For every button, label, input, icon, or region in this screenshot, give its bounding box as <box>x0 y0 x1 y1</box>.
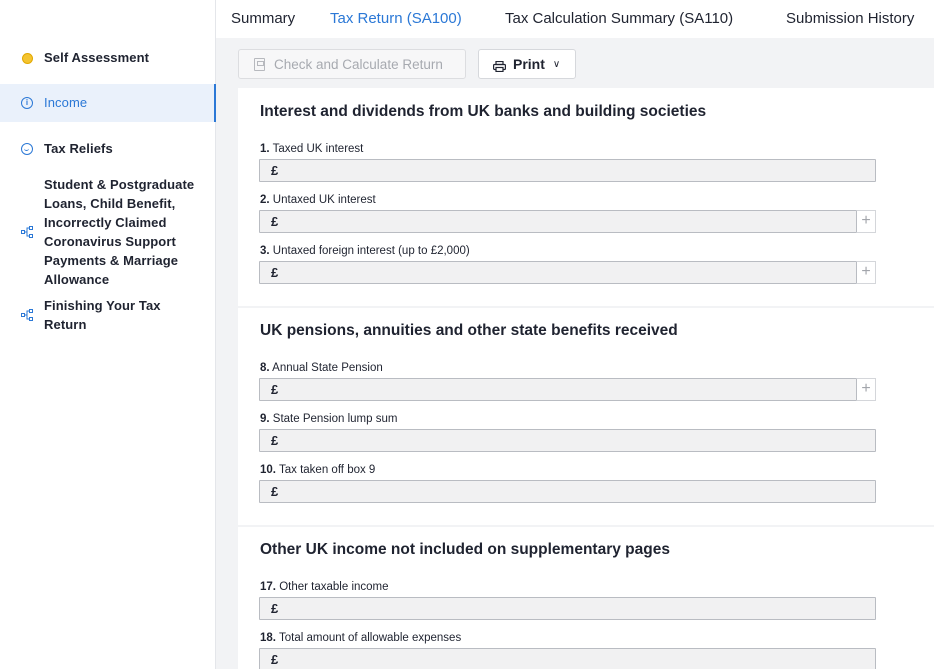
print-button[interactable] <box>478 49 576 79</box>
add-plus-icon[interactable]: + <box>857 210 876 233</box>
currency-symbol: £ <box>271 265 279 280</box>
sidebar-item-tax-reliefs[interactable] <box>0 139 216 158</box>
tab-submission-history[interactable]: Submission History <box>786 10 915 27</box>
field-label: 1. Taxed UK interest <box>260 143 364 155</box>
section-title: Other UK income not included on supplementary pages <box>260 541 670 558</box>
sidebar-item-label: Student & Postgraduate Loans, Child Benefit, Incorrectly Claimed Coronavirus Support Payments & Marriage Allowance <box>44 177 195 287</box>
field-label: 18. Total amount of allowable expenses <box>260 632 462 644</box>
field-label: 8. Annual State Pension <box>260 362 383 374</box>
add-plus-icon[interactable]: + <box>857 378 876 401</box>
info-circle-icon: i <box>21 97 33 109</box>
sidebar-item-student-loans[interactable] <box>0 175 216 289</box>
sidebar <box>0 0 216 669</box>
annual-state-pension-field[interactable] <box>259 378 857 401</box>
currency-symbol: £ <box>271 433 279 448</box>
top-tabs <box>216 0 934 38</box>
sidebar-item-label: Finishing Your Tax Return <box>44 298 161 332</box>
field-label: 17. Other taxable income <box>260 581 389 593</box>
tab-summary[interactable]: Summary <box>231 10 296 27</box>
smile-circle-icon <box>21 143 33 155</box>
flow-icon <box>21 226 33 238</box>
other-taxable-income-field[interactable] <box>259 597 876 620</box>
field-label: 9. State Pension lump sum <box>260 413 398 425</box>
tab-tax-calculation-summary[interactable]: Tax Calculation Summary (SA110) <box>505 10 734 27</box>
state-pension-lump-sum-field[interactable] <box>259 429 876 452</box>
tax-taken-off-box9-field[interactable] <box>259 480 876 503</box>
currency-symbol: £ <box>271 382 279 397</box>
field-label: 2. Untaxed UK interest <box>260 194 376 206</box>
section-interest-dividends <box>238 88 934 306</box>
field-label: 10. Tax taken off box 9 <box>260 464 376 476</box>
section-other-uk-income <box>238 527 934 669</box>
add-plus-icon[interactable]: + <box>857 261 876 284</box>
tab-tax-return[interactable]: Tax Return (SA100) <box>330 10 462 27</box>
sidebar-item-label: Tax Reliefs <box>44 141 113 156</box>
currency-symbol: £ <box>271 214 279 229</box>
chevron-down-icon: ∨ <box>552 58 561 70</box>
untaxed-uk-interest-field[interactable] <box>259 210 857 233</box>
currency-symbol: £ <box>271 652 279 667</box>
untaxed-foreign-interest-field[interactable] <box>259 261 857 284</box>
flow-icon <box>21 309 33 321</box>
sidebar-item-label: Self Assessment <box>44 50 150 65</box>
section-pensions-benefits <box>238 308 934 525</box>
calculator-icon <box>254 58 265 71</box>
check-calculate-button[interactable] <box>238 49 466 79</box>
currency-symbol: £ <box>271 484 279 499</box>
currency-symbol: £ <box>271 601 279 616</box>
section-title: Interest and dividends from UK banks and building societies <box>260 103 707 120</box>
sidebar-item-finishing[interactable] <box>0 296 216 334</box>
allowable-expenses-field[interactable] <box>259 648 876 669</box>
status-dot-icon <box>21 52 33 64</box>
section-title: UK pensions, annuities and other state benefits received <box>260 322 678 339</box>
print-label: Print <box>513 56 545 72</box>
currency-symbol: £ <box>271 163 279 178</box>
sidebar-item-label: Income <box>44 95 88 110</box>
taxed-uk-interest-field[interactable] <box>259 159 876 182</box>
sidebar-item-income[interactable] <box>0 84 216 122</box>
field-label: 3. Untaxed foreign interest (up to £2,000) <box>260 245 470 257</box>
sidebar-item-self-assessment[interactable] <box>0 48 216 67</box>
check-calculate-label: Check and Calculate Return <box>274 56 443 72</box>
printer-icon <box>493 59 506 70</box>
